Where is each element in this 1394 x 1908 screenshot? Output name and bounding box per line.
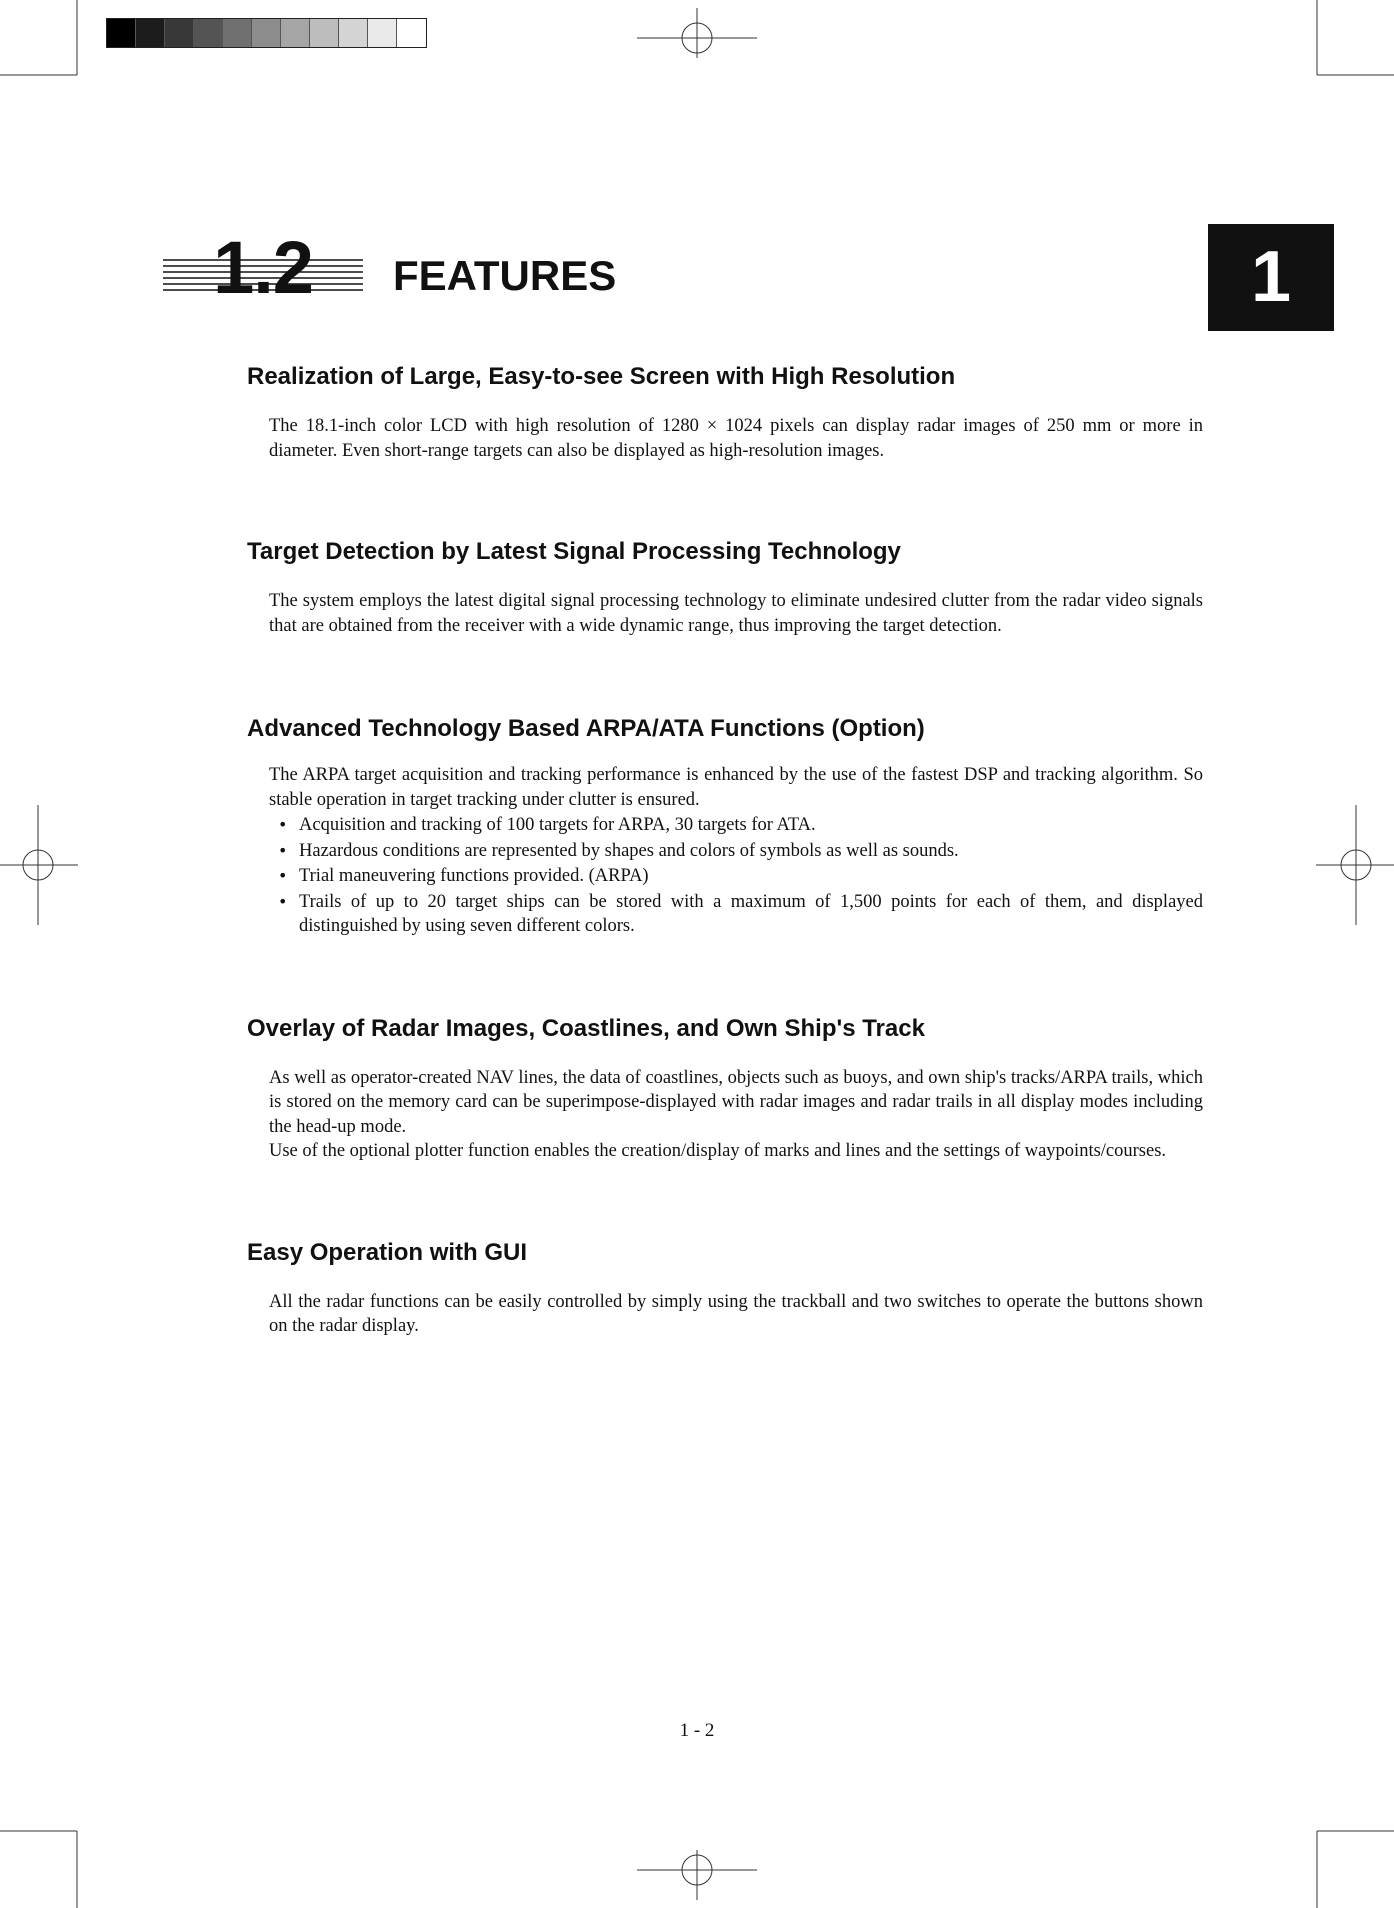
bullet-icon: • xyxy=(278,840,288,860)
section-number: 1.2 xyxy=(213,226,313,309)
subsection-arpa-ata xyxy=(247,714,1203,939)
list-item xyxy=(269,839,1203,864)
bullet-icon: • xyxy=(278,891,288,911)
list-item-text: Trails of up to 20 target ships can be stored with a maximum of 1,500 points for each of them, and displayed distinguished by using seven different colors. xyxy=(299,891,1203,936)
features-content xyxy=(247,362,1203,1339)
list-item-text: Acquisition and tracking of 100 targets for ARPA, 30 targets for ATA. xyxy=(299,815,816,835)
grayscale-calibration-strip xyxy=(106,18,427,48)
subsection-heading: Realization of Large, Easy-to-see Screen with High Resolution xyxy=(247,363,956,390)
subsection-paragraph: All the radar functions can be easily controlled by simply using the trackball and two switches to operate the buttons shown on the radar display. xyxy=(269,1291,1203,1336)
gray-swatch xyxy=(368,19,397,47)
gray-swatch xyxy=(194,19,223,47)
subsection-gui xyxy=(247,1238,1203,1339)
gray-swatch xyxy=(252,19,281,47)
subsection-heading: Overlay of Radar Images, Coastlines, and Own Ship's Track xyxy=(247,1014,925,1042)
subsection-paragraph: The ARPA target acquisition and tracking performance is enhanced by the use of the fastest DSP and tracking algorithm. So stable operation in target tracking under clutter is ensured. xyxy=(269,765,1203,810)
list-item-text: Hazardous conditions are represented by shapes and colors of symbols as well as sounds. xyxy=(299,840,959,861)
subsection-paragraph: As well as operator-created NAV lines, the data of coastlines, objects such as buoys, and own ship's tracks/ARPA trails, which is stored on the memory card can be superimpose-displayed with radar images and radar trails in all display modes including the head-up mode. xyxy=(269,1067,1203,1137)
feature-bullet-list xyxy=(269,813,1203,939)
subsection-paragraph: The 18.1-inch color LCD with high resolution of 1280 × 1024 pixels can display radar images of 250 mm or more in diameter. Even short-range targets can also be displayed as high-resolution images. xyxy=(269,416,1203,461)
gray-swatch xyxy=(397,19,426,47)
subsection-paragraph: The system employs the latest digital signal processing technology to eliminate undesired clutter from the radar video signals that are obtained from the receiver with a wide dynamic range, thus improving the target detection. xyxy=(269,591,1203,636)
gray-swatch xyxy=(339,19,368,47)
list-item-text: Trial maneuvering functions provided. (ARPA) xyxy=(299,866,649,886)
subsection-heading: Target Detection by Latest Signal Processing Technology xyxy=(247,538,901,565)
section-title: FEATURES xyxy=(393,252,617,299)
subsection-heading: Easy Operation with GUI xyxy=(247,1238,528,1266)
gray-swatch xyxy=(107,19,136,47)
subsection-overlay xyxy=(247,1014,1203,1164)
subsection-large-screen xyxy=(247,362,1203,463)
gray-swatch xyxy=(165,19,194,47)
list-item xyxy=(269,864,1203,889)
section-number-block xyxy=(163,226,363,309)
bullet-icon: • xyxy=(278,866,288,885)
list-item xyxy=(269,890,1203,939)
chapter-tab: 1 xyxy=(1208,224,1334,331)
subsection-target-detection xyxy=(247,537,1203,638)
subsection-heading: Advanced Technology Based ARPA/ATA Functions (Option) xyxy=(247,715,925,742)
list-item xyxy=(269,813,1203,838)
bullet-icon: • xyxy=(278,815,288,834)
gray-swatch xyxy=(281,19,310,47)
gray-swatch xyxy=(136,19,165,47)
subsection-paragraph: Use of the optional plotter function enables the creation/display of marks and lines and the settings of waypoints/courses. xyxy=(269,1141,1167,1161)
page-number: 1 - 2 xyxy=(679,1720,715,1741)
gray-swatch xyxy=(223,19,252,47)
gray-swatch xyxy=(310,19,339,47)
